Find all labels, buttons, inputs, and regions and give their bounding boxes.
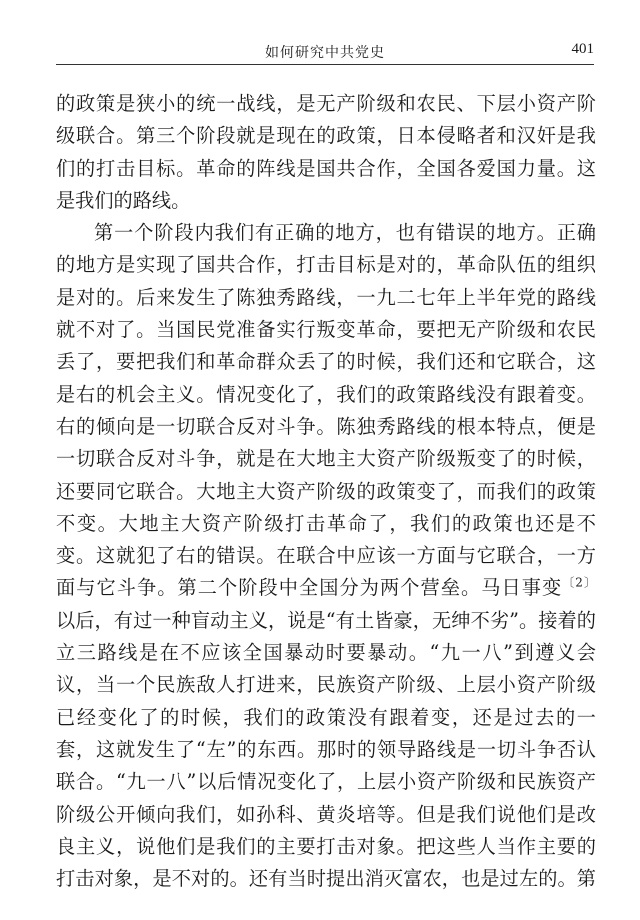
text-line: 右的倾向是一切联合反对斗争。陈独秀路线的根本特点，便是	[56, 414, 596, 438]
text-line: 打击对象，是不对的。还有当时提出消灭富农，也是过左的。第	[56, 867, 596, 891]
text-line: 们的打击目标。革命的阵线是国共合作，全国各爱国力量。这	[56, 156, 596, 180]
text-line: 已经变化了的时候，我们的政策没有跟着变，还是过去的一	[56, 705, 596, 729]
paragraph-first-line: 第一个阶段内我们有正确的地方，也有错误的地方。正确	[94, 221, 596, 245]
text-line: 立三路线是在不应该全国暴动时要暴动。“九一八”到遵义会	[56, 641, 596, 665]
text-line: 良主义，说他们是我们的主要打击对象。把这些人当作主要的	[56, 834, 596, 858]
running-title: 如何研究中共党史	[265, 45, 385, 61]
text-line: 套，这就发生了“左”的东西。那时的领导路线是一切斗争否认	[56, 737, 596, 761]
text-line: 阶级公开倾向我们，如孙科、黄炎培等。但是我们说他们是改	[56, 802, 596, 826]
text-line-with-note	[56, 572, 596, 604]
text-line: 以后，有过一种盲动主义，说是“有土皆豪，无绅不劣”。接着的	[56, 608, 596, 632]
text-line: 丢了，要把我们和革命群众丢了的时候，我们还和它联合，这	[56, 350, 596, 374]
text-line: 联合。“九一八”以后情况变化了，上层小资产阶级和民族资产	[56, 770, 596, 794]
text-line: 是对的。后来发生了陈独秀路线，一九二七年上半年党的路线	[56, 285, 596, 309]
text-line: 的政策是狭小的统一战线，是无产阶级和农民、下层小资产阶	[56, 92, 596, 115]
page-header	[56, 34, 594, 65]
page-number: 401	[571, 41, 594, 57]
text-line: 级联合。第三个阶段就是现在的政策，日本侵略者和汉奸是我	[56, 124, 596, 148]
text-line: 变。这就犯了右的错误。在联合中应该一方面与它联合，一方	[56, 544, 596, 568]
text-line: 议，当一个民族敌人打进来，民族资产阶级、上层小资产阶级	[56, 673, 596, 697]
text-line: 的地方是实现了国共合作，打击目标是对的，革命队伍的组织	[56, 253, 596, 277]
text-line: 还要同它联合。大地主大资产阶级的政策变了，而我们的政策	[56, 479, 596, 503]
footnote-marker: 〔2〕	[562, 576, 596, 591]
body-text	[56, 88, 596, 895]
text-line: 不变。大地主大资产阶级打击革命了，我们的政策也还是不	[56, 511, 596, 535]
text-line: 是我们的路线。	[56, 188, 191, 212]
text-line-content: 面与它斗争。第二个阶段中全国分为两个营垒。马日事变	[56, 576, 563, 600]
text-line: 是右的机会主义。情况变化了，我们的政策路线没有跟着变。	[56, 382, 596, 406]
text-line: 一切联合反对斗争，就是在大地主大资产阶级叛变了的时候，	[56, 447, 596, 471]
text-line: 就不对了。当国民党准备实行叛变革命，要把无产阶级和农民	[56, 318, 596, 342]
